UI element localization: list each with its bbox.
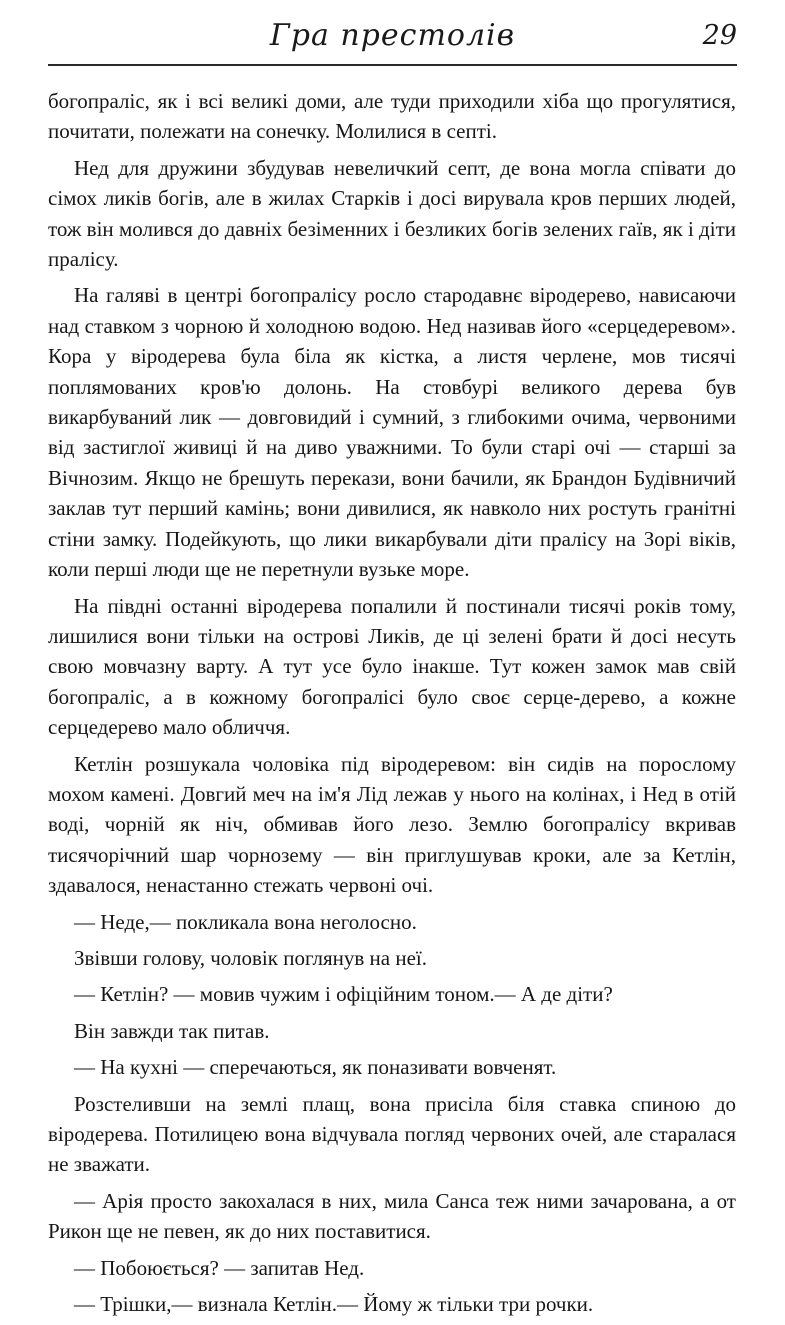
paragraph: На галяві в центрі богопралісу росло стародавнє віродерево, нависаючи над ставком з чорною й холодною водою. Нед називав його «серцедеревом». Кора у віродерева була біла як кістка, а листя черлене, мов тисячі поплямованих кров'ю долонь. На стовбурі великого дерева був викарбуваний лик — довговидий і сумний, з глибокими очима, червоними від застиглої живиці й на диво уважними. То були старі очі — старші за Вічнозим. Якщо не брешуть перекази, вони бачили, як Брандон Будівничий заклав тут перший камінь; вони дивилися, як навколо них ростуть гранітні стіни замку. Подейкують, що лики викарбували діти праліcу на Зорі віків, коли перші люди ще не перетнули вузьке море. <box>48 283 736 582</box>
dialogue-line: — Кетлін? — мовив чужим і офіційним тоном.— А де діти? <box>74 982 613 1007</box>
paragraph: Нед для дружини збудував невеличкий септ, де вона могла співати до сімох ликів богів, але в жилах Старків і досі вирувала кров перших людей, тож він молився до давніх безіменних і безликих богів зелених гаїв, як і діти праліcу. <box>48 155 736 272</box>
paragraph: богопраліс, як і всі великі доми, але туди приходили хіба що прогулятися, почитати, полежати на сонечку. Молилися в септі. <box>48 89 736 144</box>
running-head <box>0 14 785 62</box>
paragraph: Звівши голову, чоловік поглянув на неї. <box>74 945 427 970</box>
dialogue-line: — Арія просто закохалася в них, мила Санса теж ними зачарована, а от Рикон ще не певен, як до них поставитися. <box>48 1188 736 1244</box>
paragraph: Розстеливши на землі плащ, вона присіла біля ставка спиною до віродерева. Потилицею вона відчувала погляд червоних очей, але старалася не зважати. <box>48 1091 736 1177</box>
dialogue-line: — На кухні — сперечаються, як поназивати вовченят. <box>74 1055 557 1080</box>
dialogue-line: — Неде,— покликала вона неголосно. <box>74 909 417 934</box>
page-number: 29 <box>702 20 737 51</box>
paragraph: На півдні останні віродерева попалили й постинали тисячі років тому, лишилися вони тільки на острові Ликів, де ці зелені брати й досі несуть свою мовчазну варту. А тут усе було інакше. Тут кожен замок мав свій богопраліс, а в кожному богопралісі було своє серце-дерево, а кожне серцедерево мало обличчя. <box>48 593 736 740</box>
dialogue-line: — Побоюється? — запитав Нед. <box>74 1255 365 1280</box>
paragraph: Кетлін розшукала чоловіка під віродеревом: він сидів на порослому мохом камені. Довгий меч на ім'я Лід лежав у нього на колінах, і Нед в отій воді, чорній як ніч, обмивав його лезо. Землю богопралісу вкривав тисячорічний шар чорнозему — він приглушував кроки, але за Кетлін, здавалося, ненастанно стежать червоні очі. <box>48 751 736 898</box>
paragraph: Він завжди так питав. <box>74 1018 270 1043</box>
body-text <box>48 86 736 1325</box>
dialogue-line: — Трішки,— визнала Кетлін.— Йому ж тільки три рочки. <box>74 1292 594 1317</box>
header-rule <box>48 64 737 66</box>
running-title: Гра престолів <box>269 18 516 53</box>
